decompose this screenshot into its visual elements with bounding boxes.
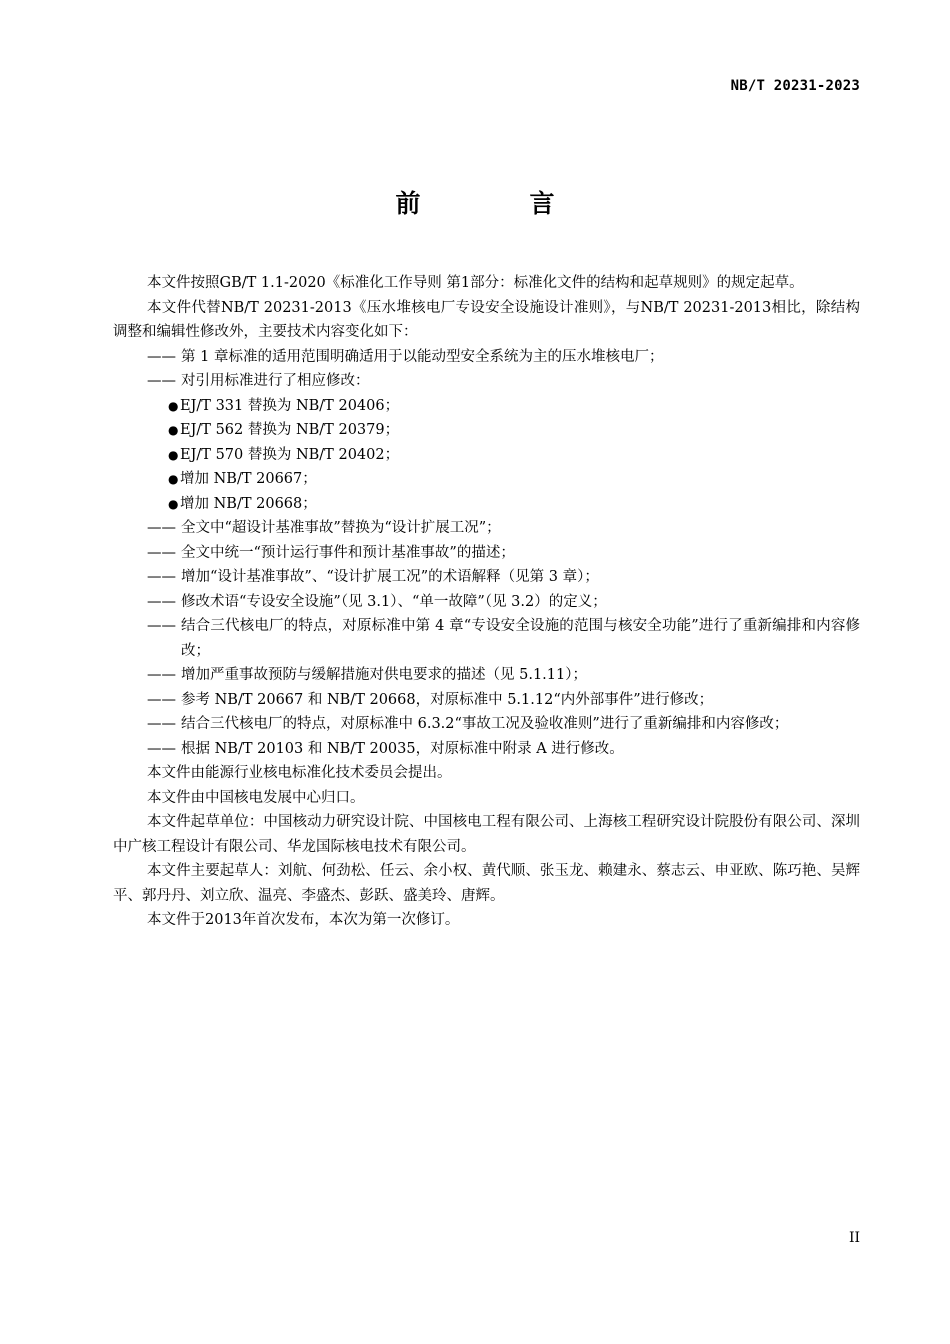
change-text: 结合三代核电厂的特点，对原标准中 6.3.2“事故工况及验收准则”进行了重新编排和内容修改； <box>181 716 789 732</box>
bullet-mark: ● <box>168 398 179 413</box>
change-item <box>147 369 860 394</box>
change-text: 增加“设计基准事故”、“设计扩展工况”的术语解释（见第 3 章）； <box>181 569 599 585</box>
bullet-item <box>168 492 860 517</box>
bullet-text: EJ/T 331 替换为 NB/T 20406； <box>180 397 400 414</box>
change-item <box>147 663 860 688</box>
change-item <box>147 590 860 615</box>
paragraph-administrator: 本文件由中国核电发展中心归口。 <box>147 789 365 806</box>
dash-mark: —— <box>147 569 176 585</box>
bullet-mark: ● <box>168 496 179 511</box>
change-item <box>147 712 860 737</box>
dash-mark: —— <box>147 544 176 561</box>
change-text: 增加严重事故预防与缓解措施对供电要求的描述（见 5.1.11）； <box>181 667 587 683</box>
bullet-mark: ● <box>168 472 179 486</box>
standard-code: NB/T 20231-2023 <box>730 78 860 94</box>
dash-mark: —— <box>147 593 176 610</box>
bullet-item <box>168 443 860 468</box>
change-item <box>147 737 860 762</box>
bullet-mark: ● <box>168 423 179 437</box>
bullet-text: EJ/T 570 替换为 NB/T 20402； <box>180 446 400 463</box>
bullet-text: 增加 NB/T 20667； <box>180 471 317 487</box>
change-text: 全文中统一“预计运行事件和预计基准事故”的描述； <box>181 544 515 561</box>
dash-mark: —— <box>147 667 176 683</box>
paragraph-drafters: 本文件主要起草人：刘航、何劲松、任云、余小权、黄代顺、张玉龙、赖建永、蔡志云、申亚欧、陈巧艳、吴辉平、郭丹丹、刘立欣、温亮、李盛杰、彭跃、盛美玲、唐辉。 <box>113 863 860 904</box>
change-item <box>147 688 860 713</box>
change-item <box>147 614 860 663</box>
bullet-text: 增加 NB/T 20668； <box>180 495 317 512</box>
page-number: II <box>848 1230 860 1246</box>
change-text: 修改术语“专设安全设施”（见 3.1）、“单一故障”（见 3.2）的定义； <box>181 593 607 610</box>
change-text: 根据 NB/T 20103 和 NB/T 20035，对原标准中附录 A 进行修改。 <box>181 740 624 757</box>
change-item <box>147 541 860 566</box>
change-text: 第 1 章标准的适用范围明确适用于以能动型安全系统为主的压水堆核电厂； <box>181 348 664 365</box>
dash-mark: —— <box>147 716 176 732</box>
dash-mark: —— <box>147 618 176 634</box>
paragraph-drafting-units: 本文件起草单位：中国核动力研究设计院、中国核电工程有限公司、上海核工程研究设计院股份有限公司、深圳中广核工程设计有限公司、华龙国际核电技术有限公司。 <box>113 814 860 855</box>
bullet-text: EJ/T 562 替换为 NB/T 20379； <box>180 422 400 438</box>
change-text: 全文中“超设计基准事故”替换为“设计扩展工况”； <box>181 520 501 536</box>
dash-mark: —— <box>147 348 176 365</box>
foreword-body <box>113 271 860 933</box>
change-text: 参考 NB/T 20667 和 NB/T 20668，对原标准中 5.1.12“内外部事件”进行修改； <box>181 691 714 708</box>
dash-mark: —— <box>147 740 176 757</box>
paragraph-gb-reference: 本文件按照GB/T 1.1-2020《标准化工作导则 第1部分：标准化文件的结构和起草规则》的规定起草。 <box>147 275 804 291</box>
change-item <box>147 345 860 370</box>
bullet-item <box>168 467 860 492</box>
change-item <box>147 565 860 590</box>
bullet-item <box>168 394 860 419</box>
change-item <box>147 516 860 541</box>
bullet-item <box>168 418 860 443</box>
bullet-mark: ● <box>168 447 179 462</box>
paragraph-replacement: 本文件代替NB/T 20231-2013《压水堆核电厂专设安全设施设计准则》，与NB/T 20231-2013相比，除结构调整和编辑性修改外，主要技术内容变化如下： <box>113 299 860 340</box>
dash-mark: —— <box>147 373 176 389</box>
dash-mark: —— <box>147 520 176 536</box>
paragraph-proposer: 本文件由能源行业核电标准化技术委员会提出。 <box>147 765 452 781</box>
paragraph-history: 本文件于2013年首次发布，本次为第一次修订。 <box>147 912 460 928</box>
page-title: 前 言 <box>395 189 597 218</box>
change-text: 结合三代核电厂的特点，对原标准中第 4 章“专设安全设施的范围与核安全功能”进行了重新编排和内容修改； <box>181 618 860 659</box>
change-text: 对引用标准进行了相应修改： <box>181 373 370 389</box>
dash-mark: —— <box>147 691 176 708</box>
